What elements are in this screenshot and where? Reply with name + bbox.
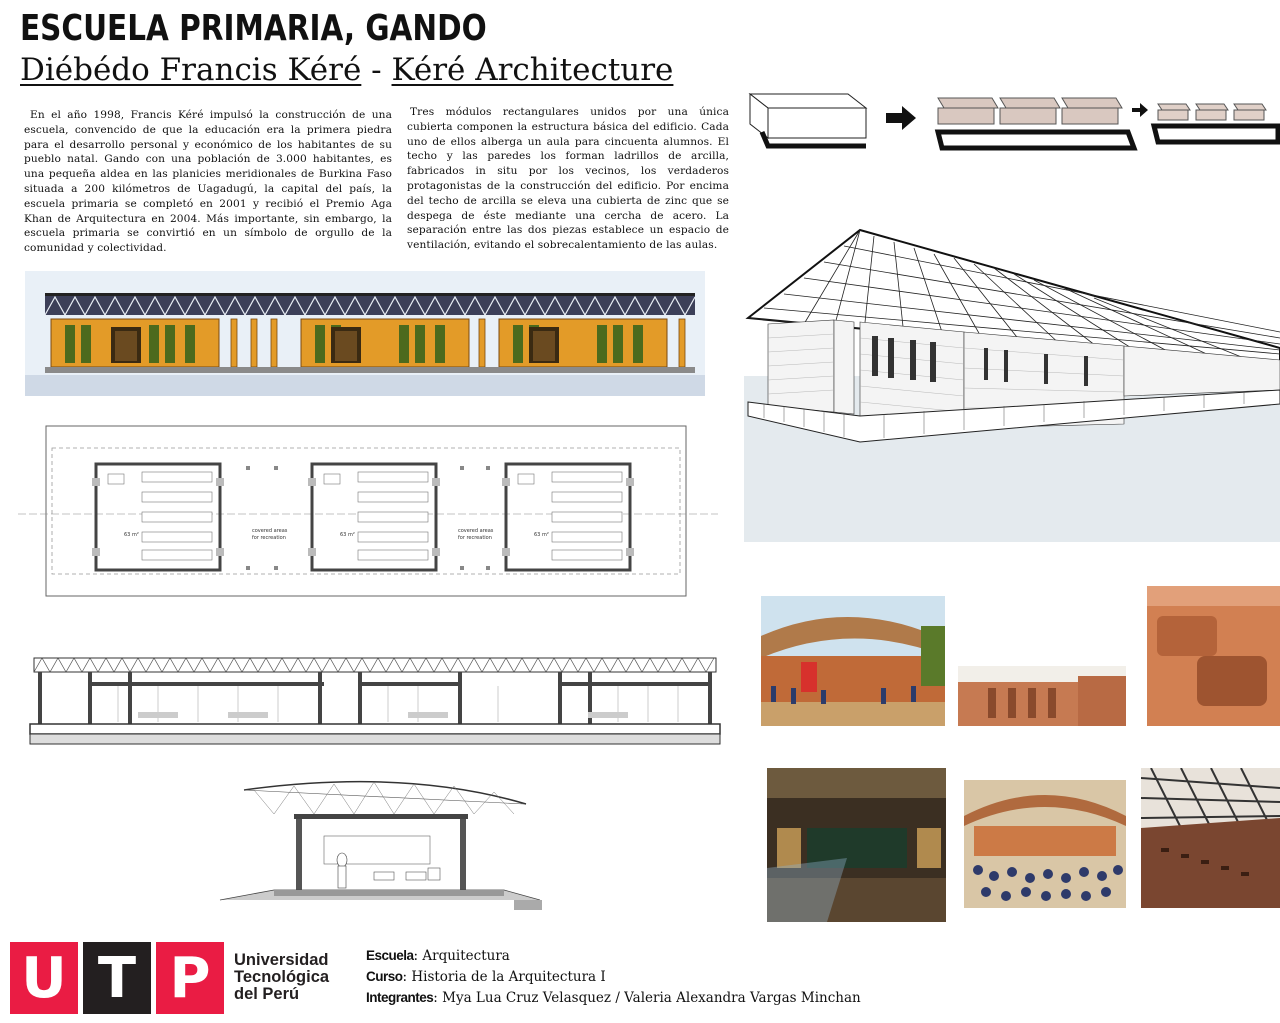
plan-area-label-2: 63 m² [340, 532, 355, 538]
intro-paragraph: En el año 1998, Francis Kéré impulsó la construcción de una escuela, convencido de que la educación era la primera piedra para el desarrollo personal y económico de los habitantes de su pueblo natal. Gando con una población de 3.000 habitantes, es una pequeña aldea en las planicies meridionales de Burkina Faso situada a 200 kilómetros de Uagadugú, la capital del país, la escuela primaria se completó en 2001 y recibió el Premio Aga Khan de Arquitectura en 2004. Más importante, sin embargo, la escuela primaria se convirtió en un símbolo de orgullo de la comunidad y colectividad. [24, 109, 392, 255]
longitudinal-section-drawing [28, 654, 722, 748]
classroom-module-1 [51, 319, 219, 367]
floor-plan-drawing [18, 408, 718, 604]
course-value: : Historia de la Arquitectura I [402, 969, 606, 985]
school-credit [366, 948, 510, 964]
logo-letter-u: U [10, 942, 78, 1014]
small-modules-sketch [1158, 104, 1266, 120]
single-volume-sketch [750, 94, 866, 146]
arrow-right-small-icon [1132, 103, 1148, 117]
arrow-right-icon [886, 106, 916, 130]
isometric-render [744, 228, 1280, 542]
school-label: Escuela [366, 948, 414, 963]
architect-line [20, 52, 673, 88]
firm-name: Kéré Architecture [391, 52, 674, 88]
logo-letter-p: P [156, 942, 224, 1014]
course-credit [366, 969, 606, 985]
classroom-module-2 [301, 319, 469, 367]
structure-paragraph: Tres módulos rectangulares unidos por una única cubierta componen la estructura básica del edificio. Cada uno de ellos alberga un aula para cincuenta alumnos. El techo y las paredes los forman ladrillos de arcilla, fabricados in situ por los vecinos, los verdaderos protagonistas de la construcción del edificio. Por encima del techo de arcilla se eleva una cubierta de zinc que se despega de éste mediante una cercha de acero. La separación entre las dos piezas establece un espacio de ventilación, evitando el sobrecalentamiento de las aulas. [407, 106, 729, 252]
members-credit [366, 990, 861, 1006]
photo-classroom-interior [767, 768, 946, 922]
plan-area-label-3: 63 m² [534, 532, 549, 538]
course-label: Curso [366, 969, 403, 984]
plan-covered-label-1: covered areas [252, 528, 288, 534]
members-value: : Mya Lua Cruz Velasquez / Valeria Alexandra Vargas Minchan [433, 990, 861, 1006]
university-name [234, 952, 329, 1003]
module-diagram [748, 86, 1280, 158]
architect-name: Diébédo Francis Kéré [20, 52, 362, 88]
page-title: ESCUELA PRIMARIA, GANDO [20, 8, 487, 49]
photo-students-gathering [964, 780, 1126, 908]
utp-logo [10, 942, 224, 1014]
members-label: Integrantes [366, 990, 434, 1005]
photo-roof-truss [1141, 768, 1280, 908]
photo-school-exterior [761, 596, 945, 726]
three-modules-sketch [938, 98, 1122, 124]
university-line-2: Tecnológica [234, 968, 330, 986]
title-separator: - [361, 52, 392, 88]
classroom-module-3 [499, 319, 667, 367]
plan-area-label-1: 63 m² [124, 532, 139, 538]
plan-covered-label-1b: for recreation [252, 535, 286, 541]
logo-letter-t: T [83, 942, 151, 1014]
university-line-3: del Perú [234, 985, 300, 1003]
plan-covered-label-2b: for recreation [458, 535, 492, 541]
cross-section-drawing [214, 776, 544, 914]
plan-covered-label-2: covered areas [458, 528, 494, 534]
university-line-1: Universidad [234, 951, 329, 969]
school-value: : Arquitectura [413, 948, 510, 964]
photo-clay-bricks [1147, 586, 1280, 726]
front-elevation-drawing [25, 271, 705, 396]
photo-brick-wall [958, 666, 1126, 726]
